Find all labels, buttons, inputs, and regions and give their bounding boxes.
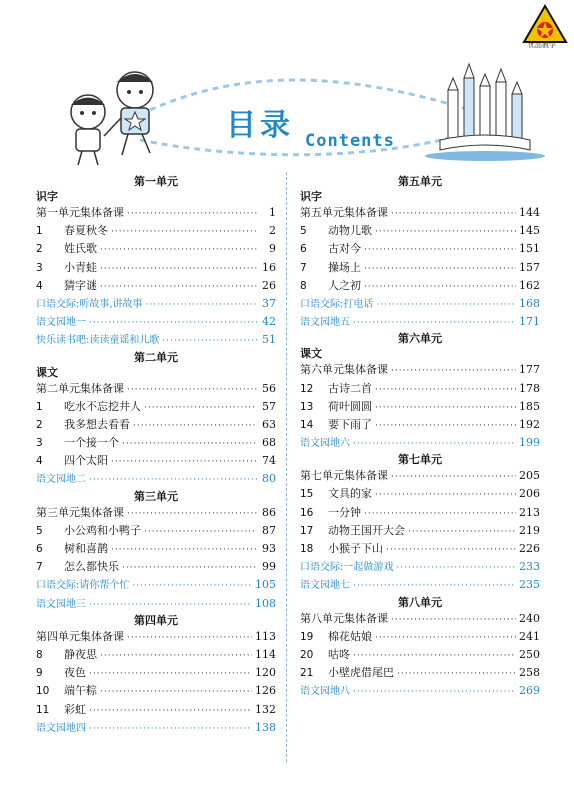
dot-leader	[100, 278, 257, 296]
unit-heading: 第五单元	[398, 175, 442, 188]
page-subtitle: Contents	[305, 131, 395, 151]
page-number: 56	[262, 381, 276, 395]
entry-title: 荷叶圆圆	[328, 399, 372, 413]
unit-heading: 第八单元	[398, 595, 442, 609]
dot-leader	[397, 665, 516, 683]
page-number: 26	[262, 278, 276, 292]
dot-leader	[162, 332, 257, 350]
page-number: 138	[255, 720, 276, 734]
dot-leader	[133, 417, 257, 435]
toc-entry[interactable]	[300, 434, 540, 452]
unit-heading: 第三单元	[134, 489, 178, 503]
toc-entry[interactable]	[36, 295, 276, 313]
dot-leader	[364, 241, 516, 259]
page-number: 105	[255, 578, 276, 592]
entry-title: 我多想去看看	[64, 417, 130, 431]
toc-entry[interactable]	[36, 204, 276, 222]
dot-leader	[89, 702, 252, 720]
entry-title: 四个太阳	[64, 454, 108, 468]
page-number: 151	[519, 242, 540, 256]
pencils-illustration	[425, 64, 545, 161]
toc-entry[interactable]	[36, 470, 276, 488]
page-number: 145	[519, 224, 540, 238]
unit-heading: 第二单元	[134, 350, 178, 364]
lesson-number: 5	[36, 524, 43, 537]
entry-title: 棉花姑娘	[328, 629, 372, 643]
toc-left-column	[36, 174, 276, 737]
toc-entry[interactable]	[300, 504, 540, 522]
lesson-number: 12	[300, 382, 314, 395]
entry-title: 第二单元集体备课	[36, 381, 124, 395]
dot-leader	[127, 205, 257, 223]
toc-entry[interactable]	[300, 558, 540, 576]
toc-entry[interactable]	[300, 576, 540, 594]
entry-title: 口语交际:一起做游戏	[300, 562, 394, 574]
page-number: 37	[262, 296, 276, 310]
page-number: 185	[519, 399, 540, 413]
lesson-number: 21	[300, 667, 314, 680]
entry-title: 文具的家	[328, 487, 372, 501]
toc-entry[interactable]	[36, 398, 276, 416]
page-number: 1	[269, 206, 276, 219]
entry-title: 语文园地六	[300, 438, 350, 450]
toc-entry[interactable]	[300, 522, 540, 540]
dot-leader	[375, 417, 516, 435]
page-number: 144	[519, 206, 540, 219]
dot-leader	[146, 296, 257, 314]
entry-title: 彩虹	[64, 702, 86, 716]
girl-illustration	[71, 95, 105, 165]
page-number: 235	[519, 578, 540, 592]
page-number: 177	[519, 363, 540, 377]
page-number: 120	[255, 666, 276, 680]
entry-title: 古诗二首	[328, 381, 372, 395]
page-number: 113	[255, 629, 276, 643]
dot-leader	[127, 381, 257, 399]
entry-title: 咕咚	[328, 647, 350, 661]
dot-leader	[100, 683, 252, 701]
entry-title: 操场上	[328, 260, 361, 274]
entry-title: 小公鸡和小鸭子	[64, 523, 141, 537]
toc-entry[interactable]	[300, 540, 540, 558]
entry-title: 语文园地四	[36, 722, 86, 734]
dot-leader	[396, 559, 516, 577]
toc-entry[interactable]	[300, 277, 540, 295]
toc-entry[interactable]	[36, 646, 276, 664]
toc-entry[interactable]	[36, 504, 276, 522]
page-number: 114	[255, 647, 276, 661]
page-number: 240	[519, 611, 540, 625]
entry-title: 第四单元集体备课	[36, 629, 124, 643]
toc-entry[interactable]	[36, 540, 276, 558]
entry-title: 语文园地五	[300, 317, 350, 329]
dot-leader	[353, 435, 516, 453]
page-number: 171	[519, 315, 540, 329]
entry-title: 第七单元集体备课	[300, 469, 388, 483]
dot-leader	[89, 720, 252, 738]
dot-leader	[89, 471, 257, 489]
page-number: 233	[519, 560, 540, 574]
entry-title: 吃水不忘挖井人	[64, 399, 141, 413]
unit-heading: 第四单元	[134, 613, 178, 627]
page-number: 219	[519, 523, 540, 537]
dot-leader	[364, 505, 516, 523]
brand-text: 优品教学	[528, 41, 556, 49]
lesson-number: 8	[300, 279, 307, 292]
entry-title: 第八单元集体备课	[300, 611, 388, 625]
toc-entry[interactable]	[36, 628, 276, 646]
lesson-number: 5	[300, 225, 307, 238]
page-number: 99	[262, 560, 276, 574]
entry-title: 小猴子下山	[328, 542, 383, 555]
toc-entry[interactable]	[300, 628, 540, 646]
entry-title: 口语交际:打电话	[300, 298, 374, 310]
lesson-number: 9	[36, 667, 43, 680]
page-number: 80	[262, 472, 276, 486]
dot-leader	[144, 399, 257, 417]
toc-entry[interactable]	[36, 331, 276, 349]
unit-heading: 第六单元	[398, 332, 442, 346]
toc-entry[interactable]	[36, 558, 276, 576]
dot-leader	[375, 486, 516, 504]
entry-title: 语文园地八	[300, 686, 350, 698]
dot-leader	[391, 205, 516, 223]
section-heading: 课文	[300, 347, 322, 361]
page-number: 2	[269, 224, 276, 238]
toc-entry[interactable]	[36, 416, 276, 434]
page-number: 68	[262, 436, 276, 450]
toc-right-column	[300, 174, 540, 701]
dot-leader	[375, 381, 516, 399]
toc-entry[interactable]	[300, 380, 540, 398]
page-number: 205	[519, 469, 540, 483]
lesson-number: 3	[36, 261, 43, 274]
toc-entry[interactable]	[300, 646, 540, 664]
page-number: 51	[262, 333, 276, 347]
entry-title: 语文园地二	[36, 474, 86, 486]
page-number: 9	[269, 242, 276, 256]
page-title: 目录	[226, 108, 294, 143]
toc-entry[interactable]	[36, 719, 276, 737]
entry-title: 静夜思	[64, 647, 97, 661]
page-number: 192	[519, 417, 540, 431]
entry-title: 第五单元集体备课	[300, 206, 388, 219]
section-heading: 识字	[300, 190, 322, 203]
section-heading: 识字	[36, 190, 58, 203]
page-number: 206	[519, 487, 540, 501]
dot-leader	[111, 541, 257, 559]
page-number: 132	[255, 702, 276, 716]
toc-entry[interactable]	[36, 240, 276, 258]
unit-heading: 第一单元	[134, 175, 178, 188]
page-number: 213	[519, 505, 540, 519]
lesson-number: 18	[300, 543, 314, 555]
dot-leader	[364, 278, 516, 296]
page-number: 269	[519, 684, 540, 698]
page-number: 241	[519, 629, 540, 643]
dot-leader	[122, 559, 257, 577]
lesson-number: 7	[300, 261, 307, 274]
dot-leader	[89, 314, 257, 332]
page-number: 87	[262, 523, 276, 537]
boy-illustration	[104, 72, 153, 155]
dot-leader	[391, 611, 516, 629]
lesson-number: 4	[36, 455, 43, 468]
entry-title: 夜色	[64, 666, 86, 680]
page-number: 108	[255, 596, 276, 610]
dot-leader	[408, 523, 516, 541]
dot-leader	[144, 523, 257, 541]
page-number: 199	[519, 436, 540, 450]
lesson-number: 16	[300, 506, 314, 519]
entry-title: 怎么都快乐	[64, 560, 119, 574]
lesson-number: 15	[300, 488, 314, 501]
lesson-number: 19	[300, 630, 314, 643]
dot-leader	[122, 435, 257, 453]
lesson-number: 8	[36, 648, 43, 661]
page-number: 168	[519, 296, 540, 310]
entry-title: 动物儿歌	[328, 224, 372, 238]
toc-entry[interactable]	[300, 398, 540, 416]
entry-title: 第一单元集体备课	[36, 206, 124, 219]
dot-leader	[391, 468, 516, 486]
entry-title: 动物王国开大会	[328, 523, 405, 537]
dot-leader	[375, 629, 516, 647]
toc-entry[interactable]	[36, 452, 276, 470]
page-number: 74	[262, 454, 276, 468]
toc-entry[interactable]	[36, 434, 276, 452]
lesson-number: 11	[36, 703, 50, 716]
entry-title: 要下雨了	[328, 417, 372, 431]
entry-title: 语文园地三	[36, 598, 86, 610]
page-number: 178	[519, 381, 540, 395]
entry-title: 口语交际:请你帮个忙	[36, 580, 130, 592]
entry-title: 小壁虎借尾巴	[328, 666, 394, 680]
entry-title: 端午粽	[64, 684, 97, 698]
toc-entry[interactable]	[300, 204, 540, 222]
entry-title: 口语交际:听故事,讲故事	[36, 298, 143, 310]
page-number: 16	[262, 260, 276, 274]
lesson-number: 6	[300, 243, 307, 256]
lesson-number: 2	[36, 418, 43, 431]
entry-title: 树和喜鹊	[64, 542, 108, 555]
entry-title: 一分钟	[328, 505, 361, 519]
page-number: 63	[262, 417, 276, 431]
dot-leader	[353, 314, 516, 332]
page-number: 162	[519, 278, 540, 292]
toc-entry[interactable]	[36, 682, 276, 700]
lesson-number: 6	[36, 543, 43, 555]
entry-title: 第三单元集体备课	[36, 505, 124, 519]
entry-title: 猜字谜	[64, 278, 97, 292]
lesson-number: 17	[300, 524, 314, 537]
lesson-number: 3	[36, 437, 43, 450]
page-number: 258	[519, 666, 540, 680]
entry-title: 姓氏歌	[64, 242, 97, 256]
page-number: 42	[262, 315, 276, 329]
entry-title: 春夏秋冬	[64, 224, 108, 238]
section-heading: 课文	[36, 365, 58, 379]
toc-entry[interactable]	[36, 595, 276, 613]
dot-leader	[100, 260, 257, 278]
toc-entry[interactable]	[300, 259, 540, 277]
dot-leader	[100, 647, 252, 665]
dot-leader	[375, 399, 516, 417]
dot-leader	[353, 577, 516, 595]
toc-entry[interactable]	[300, 361, 540, 379]
dot-leader	[127, 505, 257, 523]
lesson-number: 1	[36, 225, 43, 238]
page-number: 93	[262, 542, 276, 555]
toc-entry[interactable]	[36, 222, 276, 240]
page-number: 157	[519, 260, 540, 274]
toc-entry[interactable]	[300, 664, 540, 682]
dot-leader	[132, 577, 252, 595]
dot-leader	[100, 241, 257, 259]
dot-leader	[353, 647, 516, 665]
lesson-number: 1	[36, 400, 43, 413]
dot-leader	[89, 596, 252, 614]
toc-entry[interactable]	[300, 467, 540, 485]
toc-entry[interactable]	[300, 313, 540, 331]
lesson-number: 14	[300, 418, 314, 431]
page-number: 250	[519, 647, 540, 661]
toc-entry[interactable]	[36, 576, 276, 594]
lesson-number: 20	[300, 648, 314, 661]
toc-entry[interactable]	[300, 416, 540, 434]
page-number: 86	[262, 505, 276, 519]
toc-entry[interactable]	[300, 295, 540, 313]
toc-entry[interactable]	[36, 259, 276, 277]
dot-leader	[111, 223, 257, 241]
unit-heading: 第七单元	[398, 453, 442, 467]
column-divider	[286, 172, 287, 762]
dot-leader	[364, 260, 516, 278]
entry-title: 小青蛙	[64, 260, 97, 274]
entry-title: 第六单元集体备课	[300, 363, 388, 377]
entry-title: 语文园地一	[36, 317, 86, 329]
lesson-number: 2	[36, 243, 43, 256]
dot-leader	[111, 453, 257, 471]
lesson-number: 7	[36, 561, 43, 574]
lesson-number: 13	[300, 400, 314, 413]
toc-entry[interactable]	[36, 380, 276, 398]
toc-entry[interactable]	[300, 610, 540, 628]
entry-title: 快乐读书吧:读读童谣和儿歌	[36, 335, 160, 347]
dot-leader	[386, 541, 516, 559]
entry-title: 一个接一个	[64, 436, 119, 450]
dot-leader	[376, 296, 516, 314]
toc-entry[interactable]	[300, 682, 540, 700]
dot-leader	[353, 683, 516, 701]
dot-leader	[391, 362, 516, 380]
toc-entry[interactable]	[36, 277, 276, 295]
dot-leader	[127, 629, 252, 647]
page-number: 126	[255, 684, 276, 698]
page-number: 57	[262, 399, 276, 413]
entry-title: 古对今	[328, 242, 361, 256]
toc-entry[interactable]	[300, 222, 540, 240]
toc-entry[interactable]	[300, 485, 540, 503]
toc-entry[interactable]	[36, 522, 276, 540]
entry-title: 语文园地七	[300, 580, 350, 592]
entry-title: 人之初	[328, 278, 361, 292]
toc-entry[interactable]	[36, 701, 276, 719]
dot-leader	[89, 665, 252, 683]
toc-entry[interactable]	[36, 664, 276, 682]
dot-leader	[375, 223, 516, 241]
page-number: 226	[519, 542, 540, 555]
toc-entry[interactable]	[36, 313, 276, 331]
lesson-number: 10	[36, 685, 50, 698]
lesson-number: 4	[36, 279, 43, 292]
toc-entry[interactable]	[300, 240, 540, 258]
